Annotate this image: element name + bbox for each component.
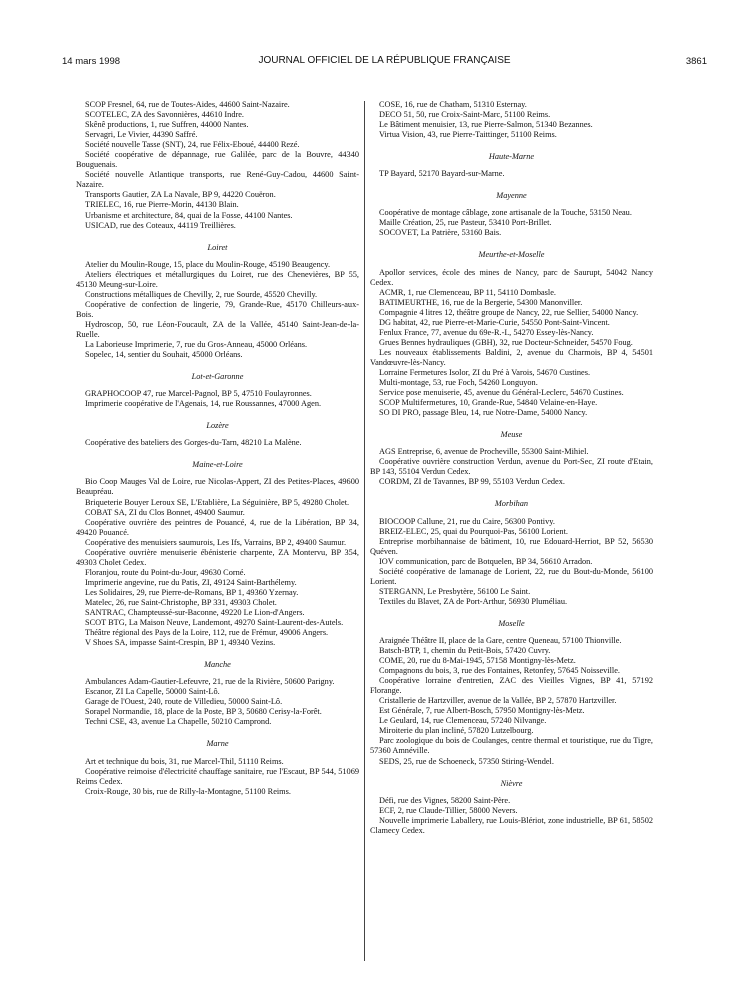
- company-entry: Briqueterie Bouyer Leroux SE, L'Etablière, La Séguinière, BP 5, 49280 Cholet.: [85, 497, 350, 507]
- company-entry: Entreprise morbihannaise de bâtiment, 10, rue Edouard-Herriot, BP 52, 56530 Quéven.: [370, 536, 653, 556]
- company-entry: Textiles du Blavet, ZA de Port-Arthur, 56930 Pluméliau.: [379, 596, 568, 606]
- company-entry: AGS Entreprise, 6, avenue de Procheville, 55300 Saint-Mihiel.: [379, 447, 589, 457]
- company-entry: TP Bayard, 52170 Bayard-sur-Marne.: [379, 169, 505, 179]
- company-entry: Transports Gautier, ZA La Navale, BP 9, 44220 Couëron.: [85, 190, 276, 200]
- department-section: [370, 779, 653, 836]
- department-section: [76, 100, 359, 231]
- company-entry: Les Solidaires, 29, rue Pierre-de-Romans, BP 1, 49360 Yzernay.: [85, 587, 299, 597]
- department-section: [370, 250, 653, 418]
- company-entry: Nouvelle imprimerie Laballery, rue Louis-Blériot, zone industrielle, BP 61, 58502 Clamecy Cedex.: [370, 815, 653, 835]
- department-section: [370, 430, 653, 487]
- company-entry: Maille Création, 25, rue Pasteur, 53410 Port-Brillet.: [379, 218, 552, 228]
- left-column: [76, 100, 359, 797]
- company-entry: Grues Bennes hydrauliques (GBH), 32, rue Docteur-Schneider, 54570 Foug.: [379, 337, 633, 347]
- department-heading: Manche: [204, 660, 231, 670]
- column-divider: [364, 101, 365, 961]
- department-section: [76, 460, 359, 648]
- company-entry: Escanor, ZI La Capelle, 50000 Saint-Lô.: [85, 687, 220, 697]
- department-section: [370, 499, 653, 606]
- company-entry: BREIZ-ELEC, 25, quai du Pourquoi-Pas, 56100 Lorient.: [379, 526, 568, 536]
- company-entry: Apollor services, école des mines de Nancy, parc de Saurupt, 54042 Nancy Cedex.: [370, 267, 653, 287]
- company-entry: STERGANN, Le Presbytère, 56100 Le Saint.: [379, 586, 531, 596]
- department-heading: Marne: [206, 739, 229, 749]
- department-heading: Haute-Marne: [488, 152, 535, 162]
- company-entry: Société coopérative de lamanage de Lorient, 22, rue du Bout-du-Monde, 56100 Lorient.: [370, 566, 653, 586]
- company-entry: Coopérative de montage câblage, zone artisanale de la Touche, 53150 Neau.: [379, 208, 632, 218]
- department-heading: Lot-et-Garonne: [191, 372, 244, 382]
- company-entry: Parc zoologique du bois de Coulanges, centre thermal et touristique, rue du Tigre, 57360 Amnéville.: [370, 736, 653, 756]
- company-entry: COME, 20, rue du 8-Mai-1945, 57158 Montigny-lès-Metz.: [379, 656, 576, 666]
- company-entry: DECO 51, 50, rue Croix-Saint-Marc, 51100 Reims.: [379, 110, 551, 120]
- page-header: [62, 56, 707, 70]
- company-entry: Société coopérative de dépannage, rue Galilée, parc de la Bouvre, 44340 Bouguenais.: [76, 150, 359, 170]
- company-entry: SCOP Multifermetures, 10, Grande-Rue, 54840 Velaine-en-Haye.: [379, 398, 598, 408]
- company-entry: SO DI PRO, passage Bleu, 14, rue Notre-Dame, 54000 Nancy.: [379, 408, 588, 418]
- company-entry: SEDS, 25, rue de Schoeneck, 57350 Stiring-Wendel.: [379, 756, 554, 766]
- department-heading: Maine-et-Loire: [192, 460, 243, 470]
- company-entry: Constructions métalliques de Chevilly, 2, rue Sourde, 45520 Chevilly.: [85, 289, 318, 299]
- company-entry: DG habitat, 42, rue Pierre-et-Marie-Curie, 54550 Pont-Saint-Vincent.: [379, 317, 610, 327]
- department-heading: Morbihan: [494, 499, 529, 509]
- company-entry: Lorraine Fermetures Isolor, ZI du Pré à Varois, 54670 Custines.: [379, 367, 591, 377]
- company-entry: SOCOVET, La Patrière, 53160 Bais.: [379, 228, 502, 238]
- company-entry: Hydroscop, 50, rue Léon-Foucault, ZA de la Vallée, 45140 Saint-Jean-de-la-Ruelle.: [76, 319, 359, 339]
- header-date: 14 mars 1998: [62, 56, 121, 67]
- company-entry: Service pose menuiserie, 45, avenue du Général-Leclerc, 54670 Custines.: [379, 388, 624, 398]
- company-entry: Compagnie 4 litres 12, théâtre groupe de Nancy, 22, rue Sellier, 54000 Nancy.: [379, 307, 639, 317]
- company-entry: V Shoes SA, impasse Saint-Crespin, BP 1, 49340 Vezins.: [85, 638, 276, 648]
- journal-title: JOURNAL OFFICIEL DE LA RÉPUBLIQUE FRANÇAISE: [258, 55, 511, 66]
- department-heading: Lozère: [206, 421, 229, 431]
- company-entry: Coopérative ouvrière menuiserie ébénisterie charpente, ZA Montervu, BP 354, 49303 Cholet Cedex.: [76, 547, 359, 567]
- company-entry: Cristallerie de Hartzviller, avenue de la Vallée, BP 2, 57870 Hartzviller.: [379, 696, 617, 706]
- company-entry: Ambulances Adam-Gautier-Lefeuvre, 21, rue de la Rivière, 50600 Parigny.: [85, 677, 335, 687]
- company-entry: Virtua Vision, 43, rue Pierre-Taittinger, 51100 Reims.: [379, 130, 557, 140]
- department-heading: Loiret: [207, 242, 228, 252]
- company-entry: Société nouvelle Tasse (SNT), 24, rue Félix-Eboué, 44400 Rezé.: [85, 140, 300, 150]
- company-entry: CORDM, ZI de Tavannes, BP 99, 55103 Verdun Cedex.: [379, 477, 565, 487]
- company-entry: Défi, rue des Vignes, 58200 Saint-Père.: [379, 795, 511, 805]
- company-entry: USICAD, rue des Coteaux, 44119 Treillières.: [85, 220, 236, 230]
- company-entry: Araignée Théâtre II, place de la Gare, centre Queneau, 57100 Thionville.: [379, 635, 622, 645]
- company-entry: Sorapel Normandie, 18, place de la Poste, BP 3, 50680 Cerisy-la-Forêt.: [85, 707, 322, 717]
- company-entry: COSE, 16, rue de Chatham, 51310 Esternay.: [379, 100, 527, 109]
- company-entry: Floranjou, route du Point-du-Jour, 49630 Corné.: [85, 567, 246, 577]
- department-heading: Nièvre: [500, 778, 523, 788]
- company-entry: Matelec, 26, rue Saint-Christophe, BP 331, 49303 Cholet.: [85, 597, 277, 607]
- company-entry: Société nouvelle Atlantique transports, rue René-Guy-Cadou, 44600 Saint-Nazaire.: [76, 170, 359, 190]
- company-entry: Techni CSE, 43, avenue La Chapelle, 50210 Camprond.: [85, 717, 272, 727]
- department-section: [76, 739, 359, 796]
- department-section: [76, 243, 359, 361]
- company-entry: Miroiterie du plan incliné, 57820 Lutzelbourg.: [379, 726, 534, 736]
- company-entry: Coopérative ouvrière construction Verdun, avenue du Port-Sec, ZI route d'Etain, BP 143, 55104 Verdun Cedex.: [370, 457, 653, 477]
- department-section: [76, 421, 359, 448]
- department-section: [370, 191, 653, 238]
- company-entry: Coopérative ouvrière des peintres de Pouancé, 4, rue de la Libération, BP 34, 49420 Pouancé.: [76, 517, 359, 537]
- company-entry: Compagnons du bois, 3, rue des Fontaines, Retonfey, 57645 Noisseville.: [379, 666, 620, 676]
- department-heading: Meuse: [500, 430, 523, 440]
- company-entry: Servagri, Le Vivier, 44390 Saffré.: [85, 130, 198, 140]
- department-section: [76, 372, 359, 409]
- company-entry: SCOT BTG, La Maison Neuve, Landemont, 49270 Saint-Laurent-des-Autels.: [85, 618, 344, 628]
- company-entry: BATIMEURTHE, 16, rue de la Bergerie, 54300 Manonviller.: [379, 297, 583, 307]
- company-entry: Coopérative des bateliers des Gorges-du-Tarn, 48210 La Malène.: [85, 438, 302, 448]
- company-entry: Urbanisme et architecture, 84, quai de la Fosse, 44100 Nantes.: [85, 210, 293, 220]
- company-entry: Imprimerie coopérative de l'Agenais, 14, rue Roussannes, 47000 Agen.: [85, 399, 322, 409]
- company-entry: SANTRAC, Champteussé-sur-Baconne, 49220 Le Lion-d'Angers.: [85, 608, 305, 618]
- company-entry: Coopérative des menuisiers saumurois, Les Ifs, Varrains, BP 2, 49400 Saumur.: [85, 537, 347, 547]
- department-heading: Meurthe-et-Moselle: [478, 250, 545, 260]
- company-entry: Sopelec, 14, sentier du Souhait, 45000 Orléans.: [85, 350, 243, 360]
- company-entry: Imprimerie angevine, rue du Patis, ZI, 49124 Saint-Barthélemy.: [85, 577, 297, 587]
- company-entry: Est Générale, 7, rue Albert-Bosch, 57950 Montigny-lès-Metz.: [379, 706, 585, 716]
- company-entry: Atelier du Moulin-Rouge, 15, place du Moulin-Rouge, 45190 Beaugency.: [85, 259, 331, 269]
- company-entry: Multi-montage, 53, rue Foch, 54260 Longuyon.: [379, 378, 538, 388]
- company-entry: GRAPHOCOOP 47, rue Marcel-Pagnol, BP 5, 47510 Foulayronnes.: [85, 389, 312, 399]
- department-heading: Mayenne: [496, 191, 527, 201]
- right-column: [370, 100, 653, 836]
- company-entry: Coopérative de confection de lingerie, 79, Grande-Rue, 45170 Chilleurs-aux-Bois.: [76, 299, 359, 319]
- department-section: [76, 660, 359, 727]
- company-entry: Batsch-BTP, 1, chemin du Petit-Bois, 57420 Cuvry.: [379, 646, 551, 656]
- company-entry: BIOCOOP Callune, 21, rue du Caire, 56300 Pontivy.: [379, 516, 555, 526]
- company-entry: Art et technique du bois, 31, rue Marcel-Thil, 51110 Reims.: [85, 756, 284, 766]
- company-entry: SCOP Fresnel, 64, rue de Toutes-Aides, 44600 Saint-Nazaire.: [85, 100, 290, 109]
- company-entry: COBAT SA, ZI du Clos Bonnet, 49400 Saumur.: [85, 507, 245, 517]
- company-entry: Fenlux France, 77, avenue du 69e-R.-I., 54270 Essey-lès-Nancy.: [379, 327, 594, 337]
- company-entry: Garage de l'Ouest, 240, route de Villedieu, 50000 Saint-Lô.: [85, 697, 283, 707]
- company-entry: Le Geulard, 14, rue Clemenceau, 57240 Nilvange.: [379, 716, 547, 726]
- company-entry: Coopérative lorraine d'entretien, ZAC des Vieilles Vignes, BP 41, 57192 Florange.: [370, 676, 653, 696]
- department-heading: Moselle: [498, 618, 525, 628]
- department-section: [370, 152, 653, 179]
- company-entry: Coopérative reimoise d'électricité chauffage sanitaire, rue l'Escaut, BP 544, 51069 Reims Cedex.: [76, 766, 359, 786]
- company-entry: Le Bâtiment menuisier, 13, rue Pierre-Salmon, 51340 Bezannes.: [379, 120, 593, 130]
- company-entry: ACMR, 1, rue Clemenceau, BP 11, 54110 Dombasle.: [379, 287, 556, 297]
- company-entry: Théâtre régional des Pays de la Loire, 112, rue de Frémur, 49006 Angers.: [85, 628, 329, 638]
- company-entry: La Laborieuse Imprimerie, 7, rue du Gros-Anneau, 45000 Orléans.: [85, 340, 308, 350]
- company-entry: SCOTELEC, ZA des Savonnières, 44610 Indre.: [85, 110, 245, 120]
- department-section: [370, 619, 653, 767]
- company-entry: ECF, 2, rue Claude-Tillier, 58000 Nevers.: [379, 805, 518, 815]
- company-entry: Croix-Rouge, 30 bis, rue de Rilly-la-Montagne, 51100 Reims.: [85, 786, 291, 796]
- company-entry: IOV communication, parc de Botquelen, BP 34, 56610 Arradon.: [379, 556, 593, 566]
- company-entry: Ateliers électriques et métallurgiques du Loiret, rue des Chenevières, BP 55, 45130 Meung-sur-Loire.: [76, 269, 359, 289]
- company-entry: Skênê productions, 1, rue Suffren, 44000 Nantes.: [85, 120, 249, 130]
- page-number: 3861: [685, 56, 707, 67]
- company-entry: Bio Coop Mauges Val de Loire, rue Nicolas-Appert, ZI des Petites-Places, 49600 Beaupréau.: [76, 477, 359, 497]
- company-entry: Les nouveaux établissements Baldini, 2, avenue du Charmois, BP 4, 54501 Vandœuvre-lès-Nancy.: [370, 347, 653, 367]
- company-entry: TRIELEC, 16, rue Pierre-Morin, 44130 Blain.: [85, 200, 239, 210]
- department-section: [370, 100, 653, 140]
